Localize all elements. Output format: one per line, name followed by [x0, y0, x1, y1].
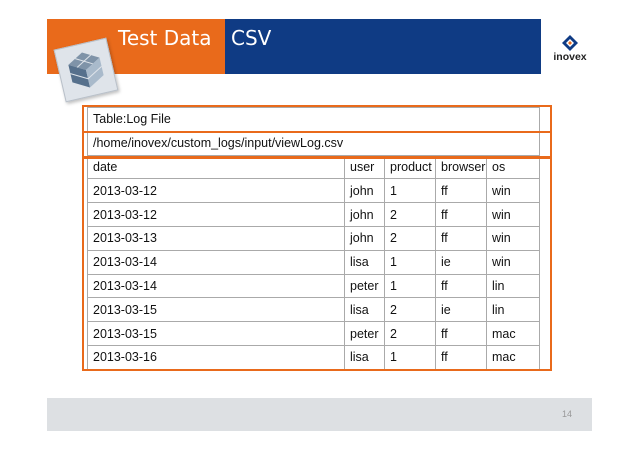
table-cell: ff	[436, 345, 487, 369]
table-cell: 2013-03-12	[88, 203, 345, 227]
header-brand-bar	[225, 19, 541, 74]
table-cell: 1	[385, 250, 436, 274]
column-header: os	[487, 155, 540, 179]
table-cell: 2013-03-15	[88, 298, 345, 322]
table-cell: lisa	[345, 298, 385, 322]
data-highlight-box	[82, 156, 552, 371]
table-cell: 2013-03-16	[88, 345, 345, 369]
table-cell: 2013-03-13	[88, 226, 345, 250]
table-cell: 1	[385, 345, 436, 369]
table-cell: john	[345, 203, 385, 227]
table-caption: Table:Log File	[88, 108, 540, 132]
table-cell: ff	[436, 322, 487, 346]
table-cell: 2013-03-15	[88, 322, 345, 346]
table-cell: 2	[385, 322, 436, 346]
column-header: user	[345, 155, 385, 179]
table-cell: mac	[487, 322, 540, 346]
table-cell: 2	[385, 226, 436, 250]
footer-bar	[47, 398, 592, 431]
table-cell: win	[487, 250, 540, 274]
table-cell: win	[487, 203, 540, 227]
column-header: date	[88, 155, 345, 179]
logo-text: inovex	[553, 51, 587, 63]
slide-subtitle: CSV	[231, 26, 272, 50]
table-cell: lin	[487, 298, 540, 322]
table-cell: win	[487, 226, 540, 250]
table-cell: lisa	[345, 250, 385, 274]
table-cell: 2	[385, 298, 436, 322]
table-cell: peter	[345, 322, 385, 346]
column-header: browser	[436, 155, 487, 179]
logo-mark-icon	[562, 35, 578, 51]
table-cell: 2013-03-12	[88, 179, 345, 203]
table-cell: lisa	[345, 345, 385, 369]
table-cell: lin	[487, 274, 540, 298]
table-cell: peter	[345, 274, 385, 298]
table-cell: ff	[436, 203, 487, 227]
table-cell: ff	[436, 179, 487, 203]
table-cell: 2013-03-14	[88, 274, 345, 298]
column-header: product	[385, 155, 436, 179]
table-cell: 2013-03-14	[88, 250, 345, 274]
caption-highlight-box	[82, 105, 552, 133]
slide-title: Test Data	[118, 26, 212, 50]
page-number: 14	[561, 409, 572, 419]
table-cell: mac	[487, 345, 540, 369]
file-path: /home/inovex/custom_logs/input/viewLog.csv	[88, 131, 540, 155]
table-cell: john	[345, 179, 385, 203]
table-cell: win	[487, 179, 540, 203]
table-cell: 1	[385, 274, 436, 298]
inovex-logo	[545, 35, 595, 67]
table-cell: ie	[436, 250, 487, 274]
table-cell: ie	[436, 298, 487, 322]
table-cell: ff	[436, 226, 487, 250]
table-cell: ff	[436, 274, 487, 298]
table-cell: john	[345, 226, 385, 250]
table-cell: 1	[385, 179, 436, 203]
path-highlight-box	[82, 131, 552, 159]
table-cell: 2	[385, 203, 436, 227]
data-cube-icon	[54, 38, 119, 103]
